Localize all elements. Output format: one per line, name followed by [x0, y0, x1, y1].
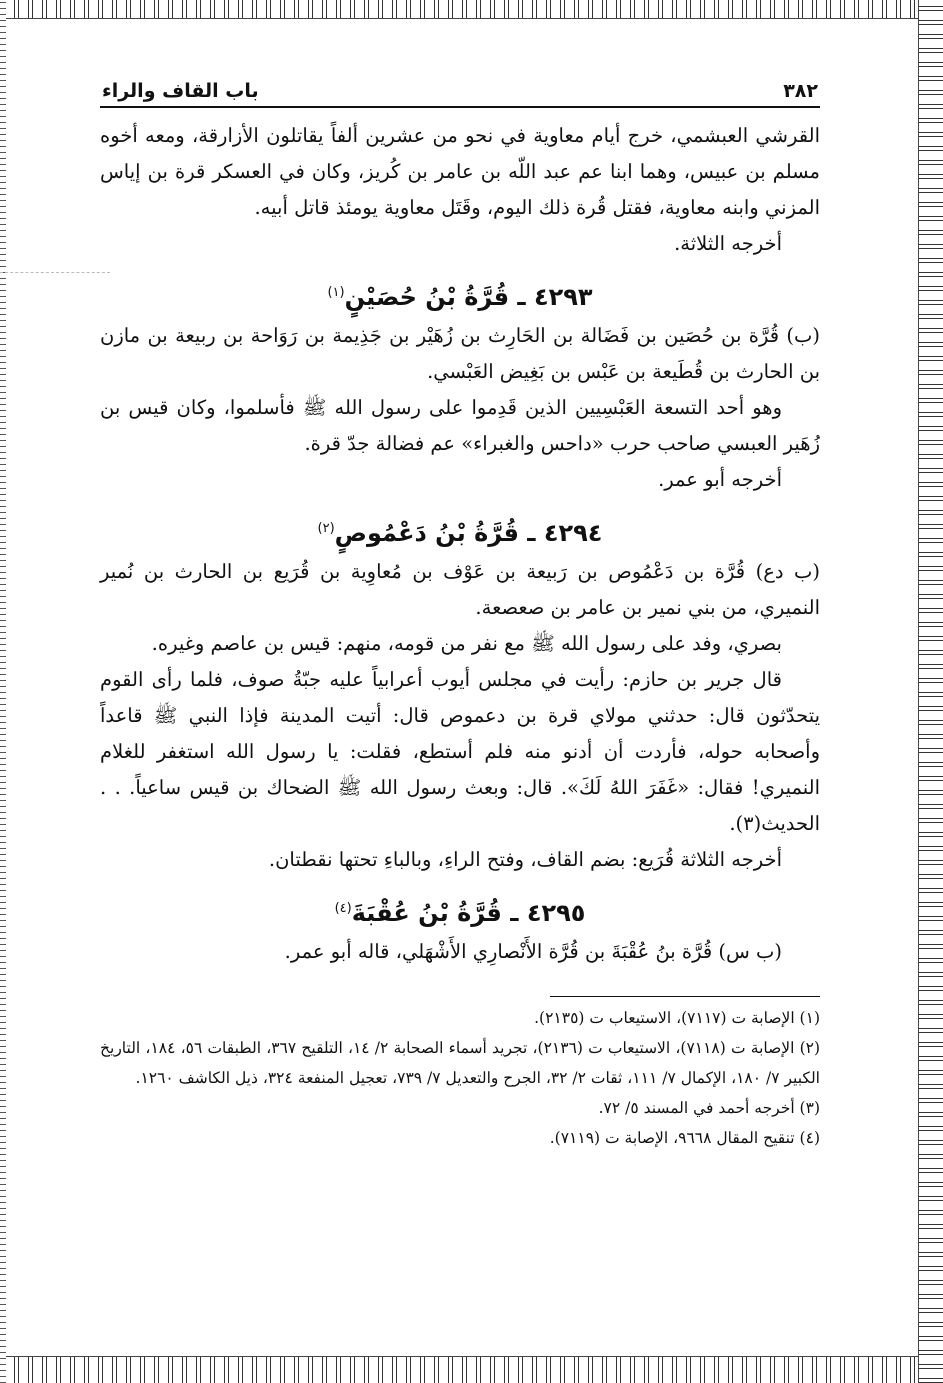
entry-title-text: ٤٢٩٣ ـ قُرَّةُ بْنُ حُصَيْنٍ — [344, 283, 593, 311]
body-text — [100, 118, 820, 970]
footnote: (١) الإصابة ت (٧١١٧)، الاستيعاب ت (٢١٣٥). — [534, 1009, 820, 1027]
paragraph: أخرجه الثلاثة. — [674, 232, 782, 255]
footnote-marker: (٤) — [334, 901, 352, 916]
entry-title — [100, 892, 820, 930]
page-content — [100, 80, 820, 1153]
paragraph: (ب س) قُرَّة بنُ عُقْبَةَ بن قُرَّة الأَنْصارِي الأَشْهَلي، قاله أبو عمر. — [284, 940, 782, 963]
decorative-border-bottom — [0, 1356, 943, 1383]
footnote-marker: (١) — [327, 285, 345, 300]
paragraph: القرشي العبشمي، خرج أيام معاوية في نحو من عشرين ألفاً يقاتلون الأزارقة، ومعه أخوه مسلم بن عبيس، وهما ابنا عم عبد اللّه بن عامر بن كُريز، وكان في العسكر قرة بن إياس المزني وابنه معاوية، فقتل قُرة ذلك اليوم، وقَتَل معاوية يومئذ قاتل أبيه. — [100, 124, 820, 219]
paragraph: أخرجه أبو عمر. — [658, 468, 782, 491]
footnote: (٣) أخرجه أحمد في المسند ٥/ ٧٢. — [598, 1099, 820, 1117]
page-header — [100, 80, 820, 108]
running-title: باب القاف والراء — [102, 80, 259, 102]
paragraph: (ب دع) قُرَّة بن دَعْمُوص بن رَبيعة بن عَوْف بن مُعاوِية بن قُرَيع بن الحارث بن نُمير النميري، من بني نمير بن عامر بن صعصعة. — [100, 560, 820, 619]
footnotes — [100, 1003, 820, 1153]
decorative-border-top — [0, 0, 943, 19]
decorative-border-right — [918, 0, 943, 1383]
decorative-border-left — [0, 0, 6, 1383]
footnote: (٢) الإصابة ت (٧١١٨)، الاستيعاب ت (٢١٣٦)، تجريد أسماء الصحابة ٢/ ١٤، التلقيح ٣٦٧، الطبقات ٥٦، ١٨٤، التاريخ الكبير ٧/ ١٨٠، الإكمال ٧/ ١١١، ثقات ٢/ ٣٢، الجرح والتعديل ٧/ ٧٣٩، تعجيل المنفعة ٣٢٤، ذيل الكاشف ١٢٦٠. — [100, 1039, 821, 1087]
footnote: (٤) تنقيح المقال ٩٦٦٨، الإصابة ت (٧١١٩). — [549, 1129, 820, 1147]
paragraph: أخرجه الثلاثة قُرَيع: بضم القاف، وفتح الراءِ، وبالباءِ تحتها نقطتان. — [268, 848, 782, 871]
entry-title-text: ٤٢٩٥ ـ قُرَّةُ بْنُ عُقْبَةَ — [351, 899, 586, 927]
paragraph: (ب) قُرَّة بن حُصَين بن فَضَالة بن الحَارِث بن زُهَيْر بن جَذِيمة بن رَوَاحة بن ربيعة بن مازن بن الحارث بن قُطَيعة بن عَبْس بن بَغِيض العَبْسي. — [100, 324, 820, 383]
paragraph: بصري، وفد على رسول الله ﷺ مع نفر من قومه، منهم: قيس بن عاصم وغيره. — [151, 632, 782, 655]
footnote-marker: (٢) — [317, 521, 335, 536]
paragraph: قال جرير بن حازم: رأيت في مجلس أيوب أعرابياً عليه جبّةُ صوف، فلما رأى القوم يتحدّثون قال: حدثني مولاي قرة بن دعموص قال: أتيت المدينة فإذا النبي ﷺ قاعداً وأصحابه حوله، فأردت أن أدنو منه فلم أستطع، فقلت: يا رسول الله استغفر للغلام النميري! فقال: «غَفَرَ اللهُ لَكَ». قال: وبعث رسول الله ﷺ الضحاك بن قيس ساعياً. . . الحديث(٣). — [100, 668, 820, 835]
entry-title — [100, 276, 820, 314]
footnote-separator — [550, 996, 820, 997]
paragraph: وهو أحد التسعة العَبْسِيين الذين قَدِموا على رسول الله ﷺ فأسلموا، وكان قيس بن زُهَير العبسي صاحب حرب «داحس والغبراء» عم فضالة جدّ قرة. — [100, 396, 820, 455]
entry-title — [100, 512, 820, 550]
entry-title-text: ٤٢٩٤ ـ قُرَّةُ بْنُ دَعْمُوصٍ — [334, 519, 603, 547]
page-number: ٣٨٢ — [783, 80, 818, 102]
scan-artifact-line — [0, 272, 110, 273]
